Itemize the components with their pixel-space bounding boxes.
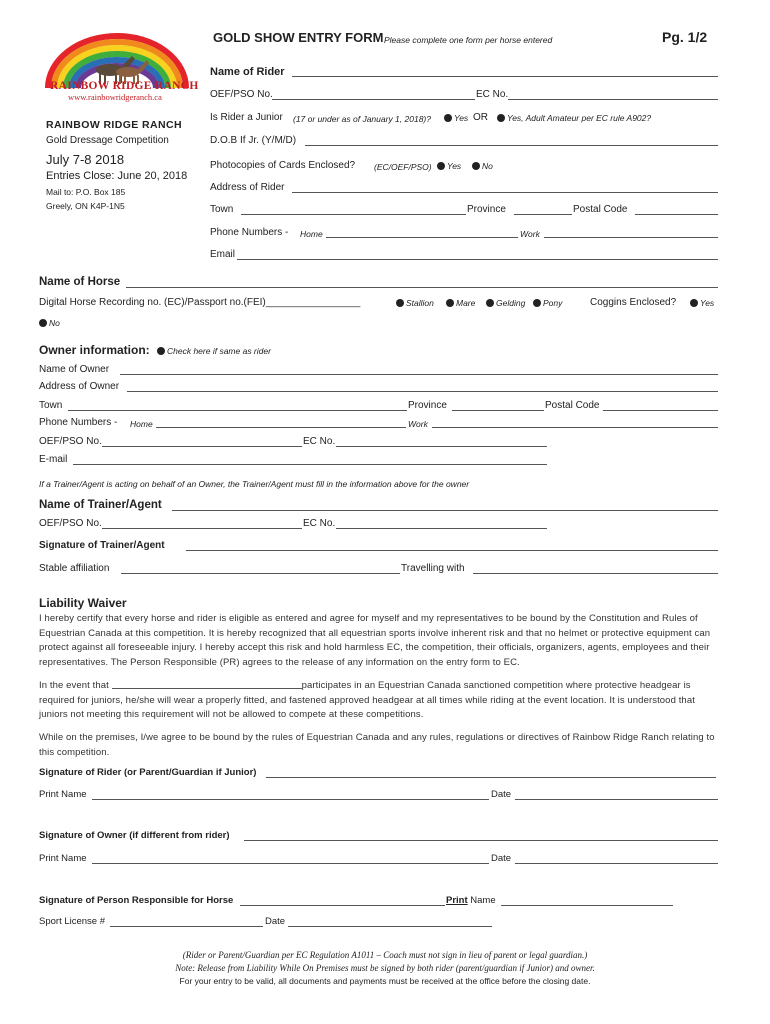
owner-province-field[interactable] (452, 410, 544, 411)
owner-home-phone-field[interactable] (156, 427, 406, 428)
owner-name-field[interactable] (120, 374, 718, 375)
horse-name-field[interactable] (126, 287, 718, 288)
dob-field[interactable] (305, 145, 718, 146)
rider-signature-label: Signature of Rider (or Parent/Guardian if Junior) (39, 767, 257, 778)
mailing-city: Greely, ON K4P-1N5 (46, 201, 125, 211)
liability-paragraph-3: While on the premises, I/we agree to be bound by the rules of Equestrian Canada and any rules, regulations or directives of Rainbow Ridge Ranch relating to this competition. (39, 732, 715, 758)
photocopies-label: Photocopies of Cards Enclosed? (210, 160, 356, 171)
stable-field[interactable] (121, 573, 400, 574)
rider-home-label: Home (300, 229, 323, 239)
rider-work-label: Work (520, 229, 540, 239)
owner-heading: Owner information: (39, 343, 150, 357)
junior-note: (17 or under as of January 1, 2018)? (293, 114, 431, 124)
pr-date-label: Date (265, 916, 286, 927)
liability-heading: Liability Waiver (39, 596, 127, 610)
owner-postal-label: Postal Code (545, 400, 600, 411)
liability-paragraph-1: I hereby certify that every horse and rider is eligible as entered and agree for myself and my representatives to be bound by the Constitution and Rules of Equestrian Canada at this competition. It is hereby recognized that all equestrian sports involve inherent risk and that no helmet or protective equipment can protect against all foreseeable injury. I hereby accept this risk and hold harmless EC, the competition, their officials, organizers, agents, employees and their representatives. The Person Responsible (PR) agrees to the release of any information on the entry form to EC. (39, 613, 711, 668)
owner-ec-label: EC No. (303, 436, 336, 447)
sport-license-label: Sport License # (39, 916, 106, 927)
travelling-label: Travelling with (401, 563, 465, 574)
ranch-name: RAINBOW RIDGE RANCH (46, 119, 182, 131)
owner-signature-label: Signature of Owner (if different from rider) (39, 830, 230, 841)
owner-town-field[interactable] (68, 410, 407, 411)
coggins-yes-checkbox[interactable] (690, 299, 698, 307)
rider-oef-label: OEF/PSO No. (210, 89, 273, 100)
rider-name-label: Name of Rider (210, 66, 285, 78)
pony-checkbox[interactable] (533, 299, 541, 307)
owner-province-label: Province (408, 400, 447, 411)
pr-print-field[interactable] (501, 905, 673, 906)
owner-postal-field[interactable] (603, 410, 718, 411)
rider-date-label: Date (491, 789, 512, 800)
owner-same-option[interactable]: Check here if same as rider (157, 346, 271, 356)
owner-home-label: Home (130, 419, 153, 429)
trainer-signature-field[interactable] (186, 550, 718, 551)
travelling-field[interactable] (473, 573, 718, 574)
sport-license-field[interactable] (110, 926, 263, 927)
owner-address-label: Address of Owner (39, 381, 120, 392)
junior-yes-checkbox[interactable] (444, 114, 452, 122)
trainer-oef-label: OEF/PSO No. (39, 518, 102, 529)
page-number: Pg. 1/2 (662, 29, 708, 45)
rider-address-field[interactable] (292, 192, 718, 193)
trainer-ec-field[interactable] (336, 528, 547, 529)
rider-province-label: Province (467, 204, 506, 215)
form-title: GOLD SHOW ENTRY FORM (213, 30, 384, 45)
adult-amateur-option[interactable]: Yes, Adult Amateur per EC rule A902? (497, 113, 651, 123)
entries-close: Entries Close: June 20, 2018 (46, 170, 188, 182)
dob-label: D.O.B If Jr. (Y/M/D) (210, 135, 297, 146)
photocopies-yes-option[interactable]: Yes (437, 161, 461, 171)
rider-signature-field[interactable] (266, 777, 716, 778)
owner-same-checkbox[interactable] (157, 347, 165, 355)
owner-work-phone-field[interactable] (432, 427, 718, 428)
competition-name: Gold Dressage Competition (46, 135, 169, 146)
liability-paragraph-2: In the event that participates in an Equestrian Canada sanctioned competition where protective headgear is required for juniors, he/she will wear a properly fitted, and fastened approved headgear at all times while riding at the event location. It is understood that juniors not meeting this requirement will not be allowed to compete at these competitions. (39, 680, 695, 720)
mare-checkbox[interactable] (446, 299, 454, 307)
adult-amateur-checkbox[interactable] (497, 114, 505, 122)
event-date: July 7-8 2018 (46, 152, 125, 167)
horse-name-label: Name of Horse (39, 276, 121, 288)
owner-email-label: E-mail (39, 454, 68, 465)
photocopies-no-option[interactable]: No (472, 161, 493, 171)
rider-phone-label: Phone Numbers - (210, 227, 289, 238)
junior-name-field[interactable] (112, 688, 302, 689)
horse-recording-label: Digital Horse Recording no. (EC)/Passport no.(FEI)_________________ (39, 297, 361, 308)
rider-ec-field[interactable] (508, 99, 718, 100)
coggins-yes-option[interactable]: Yes (690, 298, 714, 308)
stable-label: Stable affiliation (39, 563, 110, 574)
owner-address-field[interactable] (127, 391, 718, 392)
rider-date-field[interactable] (515, 799, 718, 800)
coggins-no-option[interactable]: No (39, 318, 60, 328)
pr-signature-label: Signature of Person Responsible for Horse (39, 895, 234, 906)
owner-print-label: Print Name (39, 853, 87, 864)
gelding-checkbox[interactable] (486, 299, 494, 307)
pr-print-label: Print Name (446, 895, 496, 906)
owner-town-label: Town (39, 400, 63, 411)
footer-line-2: Note: Release from Liability While On Premises must be signed by both rider (parent/guardian if Junior) and owner. (175, 963, 595, 973)
owner-ec-field[interactable] (336, 446, 547, 447)
pony-option[interactable]: Pony (533, 298, 562, 308)
coggins-no-checkbox[interactable] (39, 319, 47, 327)
owner-print-field[interactable] (92, 863, 489, 864)
mailing-address: Mail to: P.O. Box 185 (46, 187, 126, 197)
photocopies-yes-checkbox[interactable] (437, 162, 445, 170)
rider-town-label: Town (210, 204, 234, 215)
stallion-checkbox[interactable] (396, 299, 404, 307)
coggins-label: Coggins Enclosed? (590, 297, 677, 308)
rider-print-label: Print Name (39, 789, 87, 800)
owner-oef-field[interactable] (102, 446, 302, 447)
logo-url: www.rainbowridgeranch.ca (68, 92, 162, 102)
form-subtitle: Please complete one form per horse entered (384, 35, 553, 45)
trainer-name-field[interactable] (172, 510, 718, 511)
owner-email-field[interactable] (73, 464, 547, 465)
rider-town-field[interactable] (241, 214, 466, 215)
owner-name-label: Name of Owner (39, 364, 110, 375)
owner-signature-field[interactable] (244, 840, 718, 841)
rider-email-field[interactable] (237, 259, 718, 260)
owner-phone-label: Phone Numbers - (39, 417, 118, 428)
rider-province-field[interactable] (514, 214, 572, 215)
junior-label: Is Rider a Junior (210, 112, 283, 123)
rider-oef-field[interactable] (272, 99, 475, 100)
rider-ec-label: EC No. (476, 89, 509, 100)
owner-date-field[interactable] (515, 863, 718, 864)
stallion-option[interactable]: Stallion (396, 298, 434, 308)
footer-line-1: (Rider or Parent/Guardian per EC Regulation A1011 – Coach must not sign in lieu of parent or legal guardian.) (182, 950, 588, 960)
rider-print-field[interactable] (92, 799, 489, 800)
trainer-note: If a Trainer/Agent is acting on behalf of an Owner, the Trainer/Agent must fill in the information above for the owner (39, 479, 470, 489)
rider-email-label: Email (210, 249, 236, 260)
photocopies-note: (EC/OEF/PSO) (374, 162, 432, 172)
pr-date-field[interactable] (288, 926, 492, 927)
photocopies-no-checkbox[interactable] (472, 162, 480, 170)
rider-postal-field[interactable] (635, 214, 718, 215)
trainer-heading: Name of Trainer/Agent (39, 499, 162, 511)
owner-date-label: Date (491, 853, 512, 864)
rider-work-phone-field[interactable] (544, 237, 718, 238)
rider-home-phone-field[interactable] (326, 237, 518, 238)
owner-oef-label: OEF/PSO No. (39, 436, 102, 447)
rider-address-label: Address of Rider (210, 182, 285, 193)
mare-option[interactable]: Mare (446, 298, 475, 308)
rider-postal-label: Postal Code (573, 204, 628, 215)
junior-or-label: OR (473, 112, 488, 123)
junior-yes-option[interactable]: Yes (444, 113, 468, 123)
trainer-signature-label: Signature of Trainer/Agent (39, 540, 165, 551)
pr-signature-field[interactable] (240, 905, 445, 906)
footer-line-3: For your entry to be valid, all documents and payments must be received at the office before the closing date. (179, 976, 591, 986)
rider-name-field[interactable] (292, 76, 718, 77)
owner-work-label: Work (408, 419, 428, 429)
logo-name: RAINBOW RIDGE RANCH (50, 80, 199, 92)
gelding-option[interactable]: Gelding (486, 298, 525, 308)
trainer-oef-field[interactable] (102, 528, 302, 529)
trainer-ec-label: EC No. (303, 518, 336, 529)
